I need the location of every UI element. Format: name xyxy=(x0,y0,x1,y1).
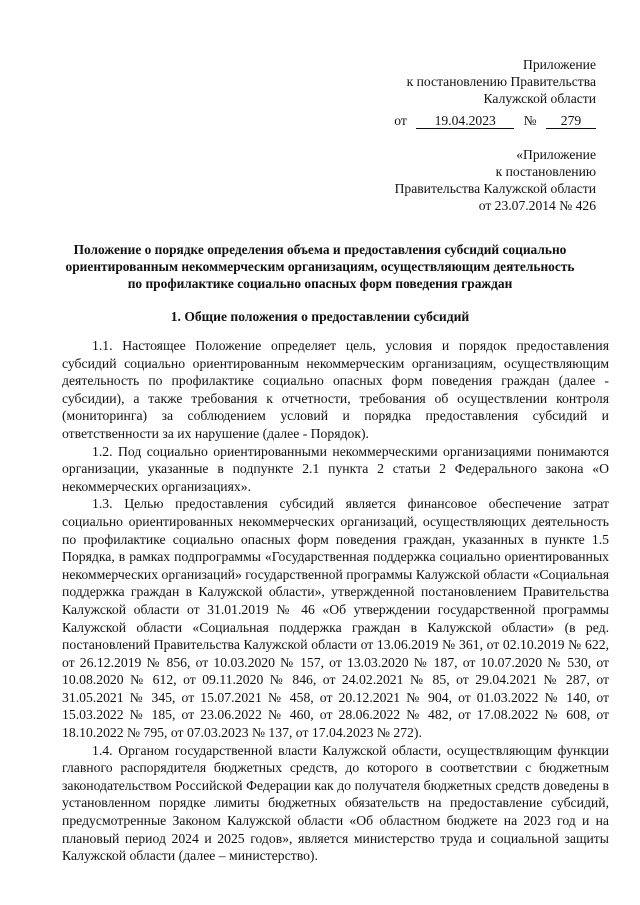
from-label: от xyxy=(394,113,407,128)
original-appendix-header xyxy=(395,146,596,214)
section-body xyxy=(62,337,609,865)
section-heading: 1. Общие положения о предоставлении субсидий xyxy=(170,309,470,324)
number-label: № xyxy=(523,113,537,128)
appendix-line-2: к постановлению Правительства xyxy=(406,74,596,89)
paragraph-1-4: 1.4. Органом государственной власти Калужской области, осуществляющим функции главного распорядителя бюджетных средств, до которого в соответствии с бюджетным законодательством Российской Федерации как до получателя бюджетных средств доведены в установленном порядке лимиты бюджетных обязательств на предоставление субсидий, предусмотренные Законом Калужской области «Об областном бюджете на 2023 год и на плановый период 2024 и 2025 годов», является министерство труда и социальной защиты Калужской области (далее – министерство). xyxy=(62,742,609,864)
appendix-header xyxy=(407,56,596,107)
original-appendix-line-3: Правительства Калужской области xyxy=(394,181,596,196)
original-appendix-line-1: «Приложение xyxy=(516,147,596,162)
original-appendix-line-4: от 23.07.2014 № 426 xyxy=(478,198,596,213)
resolution-number: 279 xyxy=(546,113,596,129)
appendix-line-1: Приложение xyxy=(523,57,596,72)
paragraph-1-3: 1.3. Целью предоставления субсидий является финансовое обеспечение затрат социально ориентированных некоммерческих организаций, осуществляющих деятельность по профилактике социально опасных форм поведения граждан, указанных в пункте 1.5 Порядка, в рамках подпрограммы «Государственная поддержка социально ориентированных некоммерческих организаций» государственной программы Калужской области «Социальная поддержка граждан в Калужской области», утвержденной постановлением Правительства Калужской области от 31.01.2019 № 46 «Об утверждении государственной программы Калужской области «Социальная поддержка граждан в Калужской области» (в ред. постановлений Правительства Калужской области от 13.06.2019 № 361, от 02.10.2019 № 622, от 26.12.2019 № 856, от 10.03.2020 № 157, от 13.03.2020 № 187, от 10.07.2020 № 530, от 10.08.2020 № 612, от 09.11.2020 № 846, от 24.02.2021 № 85, от 29.04.2021 № 287, от 31.05.2021 № 345, от 15.07.2021 № 458, от 20.12.2021 № 904, от 01.03.2022 № 140, от 15.03.2022 № 185, от 23.06.2022 № 460, от 28.06.2022 № 482, от 17.08.2022 № 608, от 18.10.2022 № 795, от 07.03.2023 № 137, от 17.04.2023 № 272). xyxy=(62,496,609,741)
paragraph-1-1: 1.1. Настоящее Положение определяет цель, условия и порядок предоставления субсидий социально ориентированным некоммерческим организациям, осуществляющим деятельность по профилактике социально опасных форм поведения граждан (далее - субсидии), а также требования к отчетности, требования об осуществлении контроля (мониторинга) за соблюдением условий и порядка предоставления субсидий и ответственности за их нарушение (далее - Порядок). xyxy=(62,338,609,441)
document-title xyxy=(40,241,600,292)
title-line-2: ориентированным некоммерческим организациям, осуществляющим деятельность xyxy=(65,259,575,274)
paragraph-1-2: 1.2. Под социально ориентированными некоммерческими организациями понимаются организации, указанные в подпункте 2.1 пункта 2 статьи 2 Федерального закона «О некоммерческих организациях». xyxy=(62,443,609,494)
resolution-date: 19.04.2023 xyxy=(416,113,514,129)
resolution-number-line xyxy=(394,113,596,129)
appendix-line-3: Калужской области xyxy=(483,91,596,106)
original-appendix-line-2: к постановлению xyxy=(495,164,596,179)
title-line-1: Положение о порядке определения объема и предоставления субсидий социально xyxy=(73,242,567,257)
title-line-3: по профилактике социально опасных форм поведения граждан xyxy=(127,276,513,291)
